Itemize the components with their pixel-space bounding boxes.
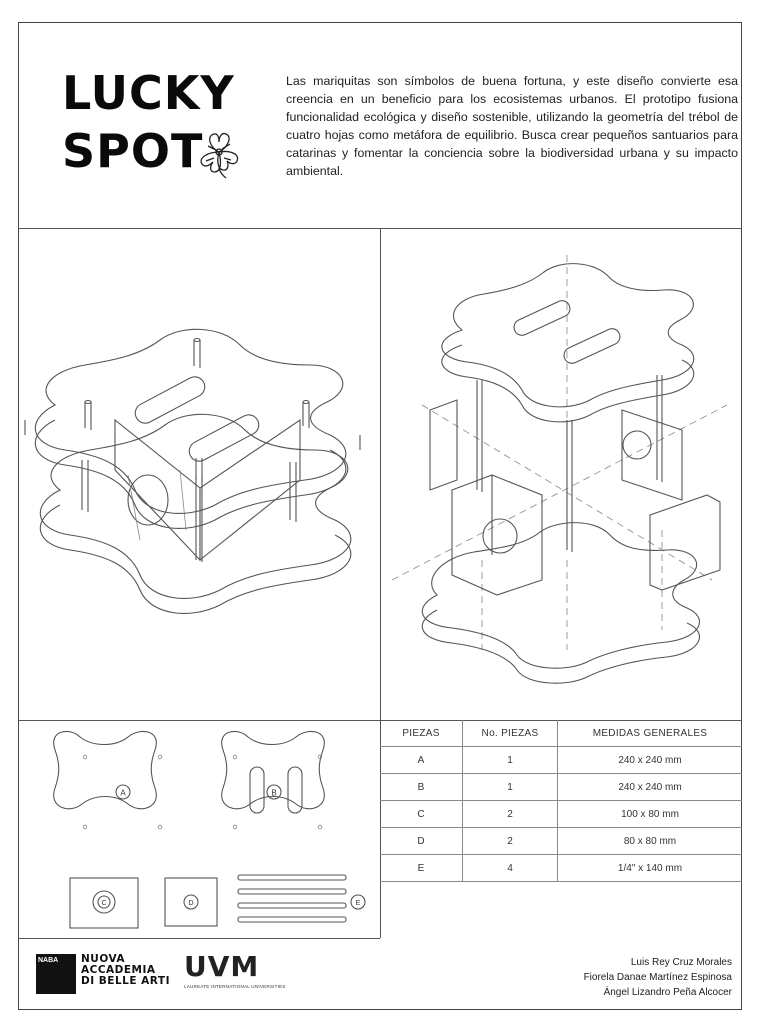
table-cell: B — [380, 774, 463, 801]
rods — [82, 460, 296, 562]
column-header: MEDIDAS GENERALES — [558, 720, 743, 747]
side-panels — [115, 420, 300, 560]
uvm-wordmark: UVM — [184, 950, 260, 983]
drawings-divider — [380, 228, 381, 722]
exploded-view — [382, 230, 740, 718]
footer-divider-left — [18, 938, 380, 939]
table-cell: 240 x 240 mm — [558, 747, 743, 774]
table-row — [380, 774, 742, 801]
author-name: Fiorela Danae Martínez Espinosa — [583, 972, 732, 983]
part-e — [238, 875, 365, 922]
exploded-bottom-plate — [422, 523, 699, 684]
table-row — [380, 747, 742, 774]
part-e-label: E — [355, 900, 361, 907]
table-row — [380, 801, 742, 828]
table-cell: 240 x 240 mm — [558, 774, 743, 801]
exploded-panels — [430, 400, 720, 595]
table-row — [380, 855, 742, 882]
axis-lines — [392, 255, 727, 650]
table-cell: 1 — [463, 774, 558, 801]
naba-line-2: ACCADEMIA — [81, 964, 156, 976]
naba-wordmark — [81, 954, 170, 987]
part-c-label: C — [101, 900, 107, 907]
part-b-label: B — [271, 788, 277, 798]
part-a-label: A — [120, 788, 126, 798]
naba-logo — [36, 952, 176, 996]
table-cell: D — [380, 828, 463, 855]
part-a — [54, 731, 162, 828]
table-cell: A — [380, 747, 463, 774]
parts-sheet — [20, 722, 378, 936]
part-b — [222, 731, 325, 828]
clover-icon — [196, 128, 242, 180]
assembled-view — [20, 230, 378, 718]
table-row — [380, 828, 742, 855]
table-cell: C — [380, 801, 463, 828]
project-description: Las mariquitas son símbolos de buena fortuna, y este diseño convierte esa creencia en un beneficio para los ecosistemas urbanos. El prototipo fusiona funcionalidad ecológica y diseño sostenible, utilizando la geometría del trébol de cuatro hojas como metáfora de equilibrio. Busca crear pequeños santuarios para catarinas y fomentar la conciencia sobre la biodiversidad urbana y su impacto ambiental. — [286, 74, 738, 178]
author-name: Luis Rey Cruz Morales — [630, 957, 732, 968]
exploded-top-plate — [442, 264, 694, 422]
naba-badge: NABA — [36, 954, 76, 994]
column-header: PIEZAS — [380, 720, 463, 747]
exploded-rods — [477, 375, 662, 552]
uvm-tagline: LAUREATE INTERNATIONAL UNIVERSITIES — [184, 984, 286, 989]
column-header: No. PIEZAS — [463, 720, 558, 747]
table-cell: 1 — [463, 747, 558, 774]
table-cell: 100 x 80 mm — [558, 801, 743, 828]
table-cell: 4 — [463, 855, 558, 882]
top-plate — [25, 329, 360, 528]
author-name: Ángel Lizandro Peña Alcocer — [603, 987, 732, 998]
naba-line-3: DI BELLE ARTI — [81, 975, 170, 987]
authors-list — [584, 955, 732, 1000]
table-cell: E — [380, 855, 463, 882]
part-d-label: D — [188, 900, 194, 907]
table-cell: 1/4" x 140 mm — [558, 855, 743, 882]
table-header-row — [380, 720, 742, 747]
table-cell: 2 — [463, 801, 558, 828]
pieces-table — [380, 720, 742, 882]
table-cell: 80 x 80 mm — [558, 828, 743, 855]
naba-line-1: NUOVA — [81, 953, 125, 965]
uvm-logo — [184, 950, 284, 998]
table-cell: 2 — [463, 828, 558, 855]
title-line-1: LUCKY — [62, 66, 235, 120]
title-line-2: SPOT — [62, 124, 204, 178]
